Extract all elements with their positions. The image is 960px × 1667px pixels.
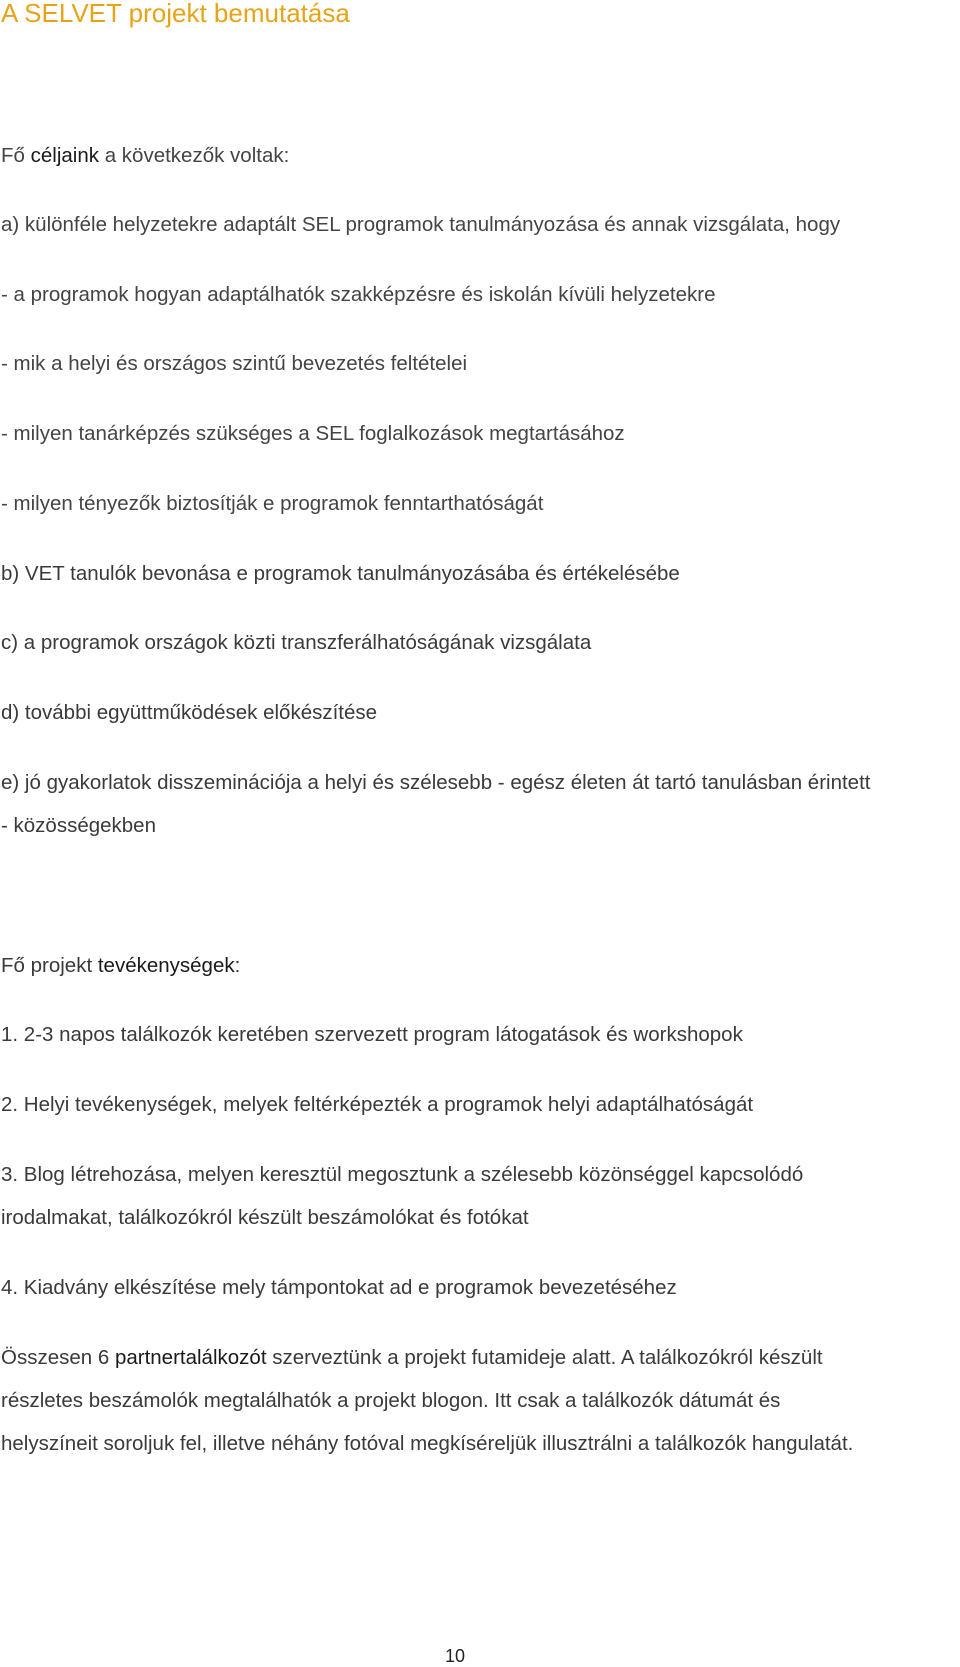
summary-line-1-pre: Összesen 6 [1,1346,115,1369]
goal-line-e-cont: - közösségekben [1,814,156,837]
activity-line-1: 1. 2-3 napos találkozók keretében szervezett program látogatások és workshopok [1,1023,743,1046]
goals-intro-pre: Fő [1,144,31,167]
page-title: A SELVET projekt bemutatása [1,0,350,28]
activities-intro [1,956,240,977]
page-number: 10 [444,1646,466,1666]
activities-intro-post: : [234,954,241,977]
activities-intro-pre: Fő projekt [1,954,98,977]
summary-line-3: helyszíneit soroljuk fel, illetve néhány fotóval megkíséreljük illusztrálni a találkozók hangulatát. [1,1432,854,1455]
goal-line-c: c) a programok országok közti transzferálhatóságának vizsgálata [1,631,592,654]
goal-line-a: a) különféle helyzetekre adaptált SEL programok tanulmányozása és annak vizsgálata, hogy [1,213,841,236]
activity-line-4: 4. Kiadvány elkészítése mely támpontokat ad e programok bevezetéséhez [1,1276,677,1299]
goals-intro-keyword: céljaink [30,144,99,167]
goals-intro [1,146,289,167]
activities-intro-keyword: tevékenységek [97,954,235,977]
goal-line-a1: - a programok hogyan adaptálhatók szakképzésre és iskolán kívüli helyzetekre [1,283,716,306]
goals-intro-post: a következők voltak: [99,144,290,167]
summary-line-1-post: szerveztünk a projekt futamideje alatt. A találkozókról készült [266,1346,823,1369]
goal-line-b: b) VET tanulók bevonása e programok tanulmányozásába és értékelésébe [1,562,680,585]
summary-line-1 [1,1348,823,1369]
goal-line-a3: - milyen tanárképzés szükséges a SEL foglalkozások megtartásához [1,422,625,445]
activity-line-3: 3. Blog létrehozása, melyen keresztül megosztunk a szélesebb közönséggel kapcsolódó [1,1163,804,1186]
activity-line-3-cont: irodalmakat, találkozókról készült beszámolókat és fotókat [1,1206,529,1229]
activity-line-2: 2. Helyi tevékenységek, melyek feltérképezték a programok helyi adaptálhatóságát [1,1093,754,1116]
goal-line-a2: - mik a helyi és országos szintű bevezetés feltételei [1,352,468,375]
summary-keyword: partnertalálkozót [114,1346,267,1369]
goal-line-a4: - milyen tényezők biztosítják e programok fenntarthatóságát [1,492,544,515]
goal-line-d: d) további együttműködések előkészítése [1,701,378,724]
goal-line-e: e) jó gyakorlatok disszeminációja a helyi és szélesebb - egész életen át tartó tanulásban érintett [1,771,871,794]
summary-line-2: részletes beszámolók megtalálhatók a projekt blogon. Itt csak a találkozók dátumát és [1,1389,781,1412]
